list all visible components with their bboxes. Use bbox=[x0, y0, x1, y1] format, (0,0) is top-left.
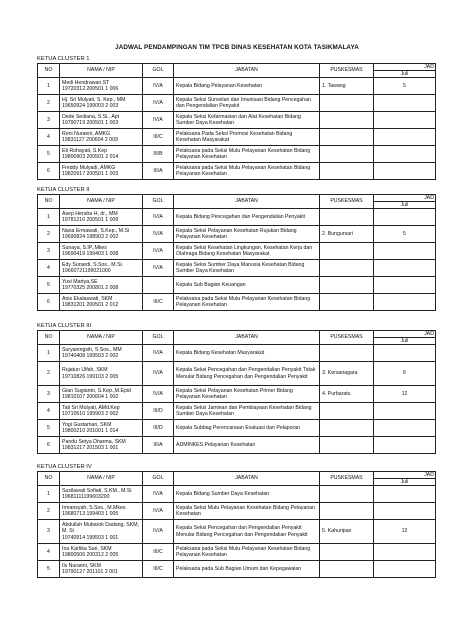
row-number: 6 bbox=[38, 294, 60, 311]
puskesmas-cell bbox=[320, 277, 374, 294]
table-row bbox=[38, 420, 436, 437]
puskesmas-cell bbox=[320, 486, 374, 503]
name-nip-cell bbox=[60, 112, 143, 129]
puskesmas-cell bbox=[320, 146, 374, 163]
name-nip-cell bbox=[60, 294, 143, 311]
header-month-label: Juli bbox=[374, 478, 435, 485]
golongan-cell: IV/A bbox=[143, 209, 174, 226]
person-name: Asep Hendra H, dr., MM bbox=[62, 210, 118, 217]
header-puskesmas: PUSKESMAS bbox=[320, 331, 374, 345]
table-row bbox=[38, 95, 436, 112]
puskesmas-cell bbox=[320, 345, 374, 362]
header-jadwal bbox=[374, 64, 436, 78]
table-row bbox=[38, 486, 436, 503]
jabatan-cell: Kepala Seksi Pencegahan dan Pengendalian Penyakit Tidak Menular Bidang Pencegahan dan Pengendalian Penyakit bbox=[174, 362, 320, 386]
schedule-cell: 5 bbox=[374, 226, 436, 243]
cluster-label: KETUA CLUSTER III bbox=[37, 323, 92, 329]
cluster-label: KETUA CLUSTER 1 bbox=[37, 56, 90, 62]
header-jadwal-label: JAD bbox=[424, 331, 434, 337]
cluster-label: KETUA CLUSTER IV bbox=[37, 464, 92, 470]
jabatan-cell: Pelaksana pada Seksi Mutu Pelayanan Kesehatan Bidang Pelayanan Kesehatan bbox=[174, 294, 320, 311]
person-name: Anis Ekalaswati, SKM bbox=[62, 295, 113, 302]
person-nip: 19660721199021000 bbox=[62, 268, 111, 274]
row-number: 5 bbox=[38, 277, 60, 294]
row-number: 1 bbox=[38, 209, 60, 226]
person-name: Yusi Martya,SE bbox=[62, 278, 98, 285]
person-nip: 19831127 200604 2 009 bbox=[62, 137, 118, 143]
golongan-cell: IV/A bbox=[143, 78, 174, 95]
header-gol: GOL bbox=[143, 472, 174, 486]
schedule-cell: 12 bbox=[374, 520, 436, 544]
person-name: Edy Sunardi, S.Sos., M.Si. bbox=[62, 261, 124, 268]
row-number: 3 bbox=[38, 520, 60, 544]
jabatan-cell: Pelaksana pada Seksi Mutu Pelayanan Kesehatan Bidang Pelayanan Kesehatan bbox=[174, 544, 320, 561]
jabatan-cell: Kepala Subbag Perencanaan Evaluasi dan Pelaporan bbox=[174, 420, 320, 437]
header-gol: GOL bbox=[143, 64, 174, 78]
name-nip-cell bbox=[60, 386, 143, 403]
header-nama-nip: NAMA / NIP bbox=[60, 64, 143, 78]
name-nip-cell bbox=[60, 129, 143, 146]
person-name: Rujatun Ulfah, SKM bbox=[62, 367, 108, 374]
table-row bbox=[38, 386, 436, 403]
person-name: Ils Nuraeni, SKM bbox=[62, 562, 101, 569]
row-number: 4 bbox=[38, 129, 60, 146]
person-nip: 19831217 201503 1 001 bbox=[62, 445, 119, 451]
puskesmas-cell bbox=[320, 95, 374, 112]
header-puskesmas: PUSKESMAS bbox=[320, 64, 374, 78]
schedule-cell bbox=[374, 544, 436, 561]
person-name: Abdullah Mubarok Dadang, SKM, M. Si bbox=[62, 522, 139, 535]
name-nip-cell bbox=[60, 403, 143, 420]
name-nip-cell bbox=[60, 345, 143, 362]
golongan-cell: III/B bbox=[143, 146, 174, 163]
puskesmas-cell bbox=[320, 403, 374, 420]
cluster-section bbox=[37, 186, 435, 311]
name-nip-cell bbox=[60, 503, 143, 520]
row-number: 4 bbox=[38, 544, 60, 561]
header-month-label: Juli bbox=[374, 70, 435, 77]
header-no: NO bbox=[38, 195, 60, 209]
table-row bbox=[38, 112, 436, 129]
name-nip-cell bbox=[60, 209, 143, 226]
golongan-cell: IV/A bbox=[143, 486, 174, 503]
header-jabatan: JABATAN bbox=[174, 195, 320, 209]
header-jadwal-label: JAD bbox=[424, 64, 434, 70]
schedule-cell bbox=[374, 345, 436, 362]
row-number: 2 bbox=[38, 95, 60, 112]
golongan-cell: IV/A bbox=[143, 520, 174, 544]
person-name: Nana Ermawati, S.Kep., M.Si bbox=[62, 227, 130, 234]
header-jadwal-label: JAD bbox=[424, 472, 434, 478]
header-jadwal bbox=[374, 195, 436, 209]
jabatan-cell: Kepala Seksi Kesehatan Lingkungan, Kesehatan Kerja dan Olahraga Bidang Kesehatan Masyarakat bbox=[174, 243, 320, 260]
row-number: 2 bbox=[38, 503, 60, 520]
header-row bbox=[38, 472, 436, 486]
jabatan-cell: Kepala Bidang Pencegahan dan Pengendalian Penyakit bbox=[174, 209, 320, 226]
name-nip-cell bbox=[60, 163, 143, 180]
person-nip: 19690824 198903 2 002 bbox=[62, 234, 119, 240]
row-number: 1 bbox=[38, 486, 60, 503]
jabatan-cell: Kepala Seksi Pelayanan Kesehatan Primer Bidang Pelayanan Kesehatan bbox=[174, 386, 320, 403]
cluster-label: KETUA CLUSTER II bbox=[37, 187, 90, 193]
schedule-cell bbox=[374, 163, 436, 180]
name-nip-cell bbox=[60, 78, 143, 95]
row-number: 6 bbox=[38, 437, 60, 454]
person-name: Eti Rohayati, S.Kep bbox=[62, 147, 107, 154]
schedule-cell bbox=[374, 146, 436, 163]
person-nip: 19790127 201101 2 001 bbox=[62, 569, 118, 575]
jabatan-cell: Kepala Seksi Sumber Daya Manusia Kesehatan Bidang Sumber Daya Kesehatan bbox=[174, 260, 320, 277]
person-nip: 19740914 199503 1 001 bbox=[62, 534, 119, 541]
person-nip: 19650924 199003 2 003 bbox=[62, 103, 119, 109]
table-row bbox=[38, 294, 436, 311]
row-number: 4 bbox=[38, 260, 60, 277]
person-name: Freddy Mulyadi, AMKG bbox=[62, 164, 116, 171]
jabatan-cell: Kepala Seksi Pelayanan Kesehatan Rujukan Bidang Pelayanan Kesehatan bbox=[174, 226, 320, 243]
person-name: Ina Kartika Sari, SKM bbox=[62, 545, 112, 552]
table-row bbox=[38, 345, 436, 362]
golongan-cell bbox=[143, 277, 174, 294]
person-name: Hj. Sri Mulyati, S. Kep., MM bbox=[62, 96, 126, 103]
name-nip-cell bbox=[60, 544, 143, 561]
schedule-cell: 6 bbox=[374, 362, 436, 386]
row-number: 3 bbox=[38, 243, 60, 260]
person-name: Dede Sediana, S.Si., Apt bbox=[62, 113, 120, 120]
cluster-table bbox=[37, 194, 436, 311]
person-nip: 19810107 200604 1 002 bbox=[62, 394, 119, 400]
header-gol: GOL bbox=[143, 331, 174, 345]
schedule-cell bbox=[374, 486, 436, 503]
schedule-cell: 12 bbox=[374, 386, 436, 403]
header-no: NO bbox=[38, 331, 60, 345]
golongan-cell: III/D bbox=[143, 420, 174, 437]
person-nip: 19710510 199903 2 002 bbox=[62, 411, 119, 417]
jabatan-cell: Kepala Seksi Jaminan dan Pembiayaan Kesehatan Bidang Sumber Daya Kesehatan bbox=[174, 403, 320, 420]
document-title: JADWAL PENDAMPINGAN TIM TPCB DINAS KESEHATAN KOTA TASIKMALAYA bbox=[115, 44, 359, 51]
person-nip: 19800903 200501 2 014 bbox=[62, 154, 119, 160]
golongan-cell: III/C bbox=[143, 544, 174, 561]
puskesmas-cell bbox=[320, 163, 374, 180]
puskesmas-cell bbox=[320, 544, 374, 561]
jabatan-cell: Kepala Bidang Sumber Daya Kesehatan bbox=[174, 486, 320, 503]
header-puskesmas: PUSKESMAS bbox=[320, 195, 374, 209]
table-row bbox=[38, 260, 436, 277]
person-name: Suryaningsih, S.Sos., MM bbox=[62, 346, 122, 353]
header-row bbox=[38, 331, 436, 345]
row-number: 6 bbox=[38, 163, 60, 180]
header-jabatan: JABATAN bbox=[174, 331, 320, 345]
header-jabatan: JABATAN bbox=[174, 64, 320, 78]
puskesmas-cell: 4. Purbaratu bbox=[320, 386, 374, 403]
person-nip: 19820917 200501 1 003 bbox=[62, 171, 119, 177]
table-row bbox=[38, 78, 436, 95]
table-row bbox=[38, 243, 436, 260]
table-row bbox=[38, 226, 436, 243]
person-nip: 19800506 200312 2 005 bbox=[62, 552, 119, 558]
cluster-section bbox=[37, 322, 435, 454]
header-nama-nip: NAMA / NIP bbox=[60, 331, 143, 345]
golongan-cell: IV/A bbox=[143, 503, 174, 520]
person-nip: 19781210 200501 1 009 bbox=[62, 217, 119, 223]
table-row bbox=[38, 209, 436, 226]
name-nip-cell bbox=[60, 437, 143, 454]
table-row bbox=[38, 163, 436, 180]
person-name: Susilawati Sofiati, S.KM., M.Si bbox=[62, 487, 132, 494]
golongan-cell: IV/A bbox=[143, 362, 174, 386]
person-nip: 19690419 199403 1 008 bbox=[62, 251, 119, 257]
puskesmas-cell bbox=[320, 503, 374, 520]
schedule-cell bbox=[374, 112, 436, 129]
golongan-cell: IV/A bbox=[143, 386, 174, 403]
header-no: NO bbox=[38, 64, 60, 78]
jabatan-cell: Kepala Seksi Kefarmasian dan Alat Kesehatan Bidang Sumber Daya Kesehatan bbox=[174, 112, 320, 129]
header-nama-nip: NAMA / NIP bbox=[60, 472, 143, 486]
golongan-cell: III/D bbox=[143, 403, 174, 420]
table-row bbox=[38, 277, 436, 294]
name-nip-cell bbox=[60, 362, 143, 386]
person-name: Irmansyah, S.Sos., M.Mkes bbox=[62, 504, 126, 511]
golongan-cell: IV/A bbox=[143, 243, 174, 260]
jabatan-cell: Pelaksana pada Seksi Mutu Pelayanan Kesehatan Bidang Pelayanan Kesehatan bbox=[174, 163, 320, 180]
person-name: Medi Hendrawan,ST bbox=[62, 79, 110, 86]
puskesmas-cell: 1. Tawang bbox=[320, 78, 374, 95]
jabatan-cell: Kepala Bidang Pelayanan Kesehatan bbox=[174, 78, 320, 95]
schedule-cell bbox=[374, 129, 436, 146]
header-jabatan: JABATAN bbox=[174, 472, 320, 486]
table-row bbox=[38, 520, 436, 544]
schedule-cell bbox=[374, 243, 436, 260]
schedule-cell bbox=[374, 277, 436, 294]
cluster-table bbox=[37, 330, 436, 454]
golongan-cell: IV/A bbox=[143, 260, 174, 277]
name-nip-cell bbox=[60, 561, 143, 578]
golongan-cell: III/C bbox=[143, 129, 174, 146]
puskesmas-cell: 5. Kahuripan bbox=[320, 520, 374, 544]
person-nip: 19681111199603200 bbox=[62, 494, 110, 500]
golongan-cell: III/A bbox=[143, 163, 174, 180]
schedule-cell: 5 bbox=[374, 78, 436, 95]
schedule-cell bbox=[374, 561, 436, 578]
table-row bbox=[38, 129, 436, 146]
row-number: 5 bbox=[38, 420, 60, 437]
person-nip: 19720312 200501 1 006 bbox=[62, 86, 119, 92]
name-nip-cell bbox=[60, 420, 143, 437]
golongan-cell: III/C bbox=[143, 561, 174, 578]
cluster-section bbox=[37, 463, 435, 578]
puskesmas-cell bbox=[320, 437, 374, 454]
header-month-label: Juli bbox=[374, 337, 435, 344]
header-puskesmas: PUSKESMAS bbox=[320, 472, 374, 486]
puskesmas-cell: 2. Bungursari bbox=[320, 226, 374, 243]
person-name: Yogi Gustaman, SKM bbox=[62, 421, 112, 428]
table-row bbox=[38, 544, 436, 561]
puskesmas-cell bbox=[320, 420, 374, 437]
name-nip-cell bbox=[60, 95, 143, 112]
cluster-table bbox=[37, 63, 436, 180]
row-number: 2 bbox=[38, 362, 60, 386]
header-month-label: Juli bbox=[374, 201, 435, 208]
row-number: 1 bbox=[38, 78, 60, 95]
name-nip-cell bbox=[60, 243, 143, 260]
name-nip-cell bbox=[60, 520, 143, 544]
puskesmas-cell bbox=[320, 561, 374, 578]
person-name: Sunaya, S.IP.,Mkes bbox=[62, 244, 107, 251]
schedule-cell bbox=[374, 209, 436, 226]
puskesmas-cell bbox=[320, 129, 374, 146]
table-row bbox=[38, 362, 436, 386]
puskesmas-cell bbox=[320, 112, 374, 129]
schedule-cell bbox=[374, 403, 436, 420]
header-jadwal-label: JAD bbox=[424, 195, 434, 201]
schedule-cell bbox=[374, 420, 436, 437]
jabatan-cell: Pelaksana pada Sub Bagian Umum dan Kepegawaian bbox=[174, 561, 320, 578]
jabatan-cell: Kepala Bidang Kesehatan Masyarakat bbox=[174, 345, 320, 362]
header-jadwal bbox=[374, 472, 436, 486]
header-jadwal bbox=[374, 331, 436, 345]
header-nama-nip: NAMA / NIP bbox=[60, 195, 143, 209]
header-gol: GOL bbox=[143, 195, 174, 209]
person-name: Tati Sri Mulyati, AMd.Kep bbox=[62, 404, 120, 411]
row-number: 1 bbox=[38, 345, 60, 362]
golongan-cell: III/A bbox=[143, 437, 174, 454]
header-no: NO bbox=[38, 472, 60, 486]
golongan-cell: IV/A bbox=[143, 226, 174, 243]
person-name: Reni Nuraeni, AMKG bbox=[62, 130, 111, 137]
person-nip: 19770325 200801 2 008 bbox=[62, 285, 119, 291]
header-row bbox=[38, 195, 436, 209]
header-row bbox=[38, 64, 436, 78]
person-nip: 19740408 199503 2 002 bbox=[62, 353, 119, 359]
jabatan-cell: Kepala Seksi Pencegahan dan Pengendalian Penyakit Menular Bidang Pencegahan dan Pengendalian Penyakit bbox=[174, 520, 320, 544]
schedule-cell bbox=[374, 437, 436, 454]
puskesmas-cell bbox=[320, 209, 374, 226]
name-nip-cell bbox=[60, 486, 143, 503]
person-name: Gian Sugianto, S.Kep.,M.Epid bbox=[62, 387, 131, 394]
table-row bbox=[38, 146, 436, 163]
jabatan-cell: Kepala Seksi Mutu Pelayanan Kesehatan Bidang Pelayanan Kesehatan bbox=[174, 503, 320, 520]
row-number: 5 bbox=[38, 561, 60, 578]
person-nip: 19831201 200501 2 012 bbox=[62, 302, 119, 308]
row-number: 2 bbox=[38, 226, 60, 243]
table-row bbox=[38, 403, 436, 420]
puskesmas-cell: 3. Kersanagara bbox=[320, 362, 374, 386]
name-nip-cell bbox=[60, 226, 143, 243]
name-nip-cell bbox=[60, 146, 143, 163]
puskesmas-cell bbox=[320, 294, 374, 311]
person-nip: 19710826 199103 2 005 bbox=[62, 373, 119, 380]
row-number: 3 bbox=[38, 112, 60, 129]
person-nip: 19680713 199403 1 005 bbox=[62, 511, 119, 517]
table-row bbox=[38, 503, 436, 520]
golongan-cell: III/C bbox=[143, 294, 174, 311]
schedule-cell bbox=[374, 260, 436, 277]
cluster-table bbox=[37, 471, 436, 578]
table-row bbox=[38, 437, 436, 454]
schedule-cell bbox=[374, 294, 436, 311]
schedule-cell bbox=[374, 95, 436, 112]
person-nip: 19790719 200501 1 003 bbox=[62, 120, 119, 126]
name-nip-cell bbox=[60, 277, 143, 294]
jabatan-cell: Kepala Sub Bagian Keuangan bbox=[174, 277, 320, 294]
jabatan-cell: ADMINKES Pelayanan Kesehatan bbox=[174, 437, 320, 454]
jabatan-cell: Kepala Seksi Surveilan dan Imunisasi Bidang Pencegahan dan Pengendalian Penyakit bbox=[174, 95, 320, 112]
person-nip: 19800210 201001 1 014 bbox=[62, 428, 119, 434]
schedule-cell bbox=[374, 503, 436, 520]
row-number: 3 bbox=[38, 386, 60, 403]
golongan-cell: IV/A bbox=[143, 345, 174, 362]
person-name: Pandu Setya Dharma, SKM bbox=[62, 438, 126, 445]
golongan-cell: IV/A bbox=[143, 112, 174, 129]
jabatan-cell: Pelaksana Pada Seksi Promosi Kesehatan Bidang Kesehatan Masyarakat bbox=[174, 129, 320, 146]
puskesmas-cell bbox=[320, 260, 374, 277]
golongan-cell: IV/A bbox=[143, 95, 174, 112]
puskesmas-cell bbox=[320, 243, 374, 260]
cluster-section bbox=[37, 55, 435, 180]
row-number: 4 bbox=[38, 403, 60, 420]
table-row bbox=[38, 561, 436, 578]
jabatan-cell: Pelaksana pada Seksi Mutu Pelayanan Kesehatan Bidang Pelayanan Kesehatan bbox=[174, 146, 320, 163]
name-nip-cell bbox=[60, 260, 143, 277]
row-number: 5 bbox=[38, 146, 60, 163]
